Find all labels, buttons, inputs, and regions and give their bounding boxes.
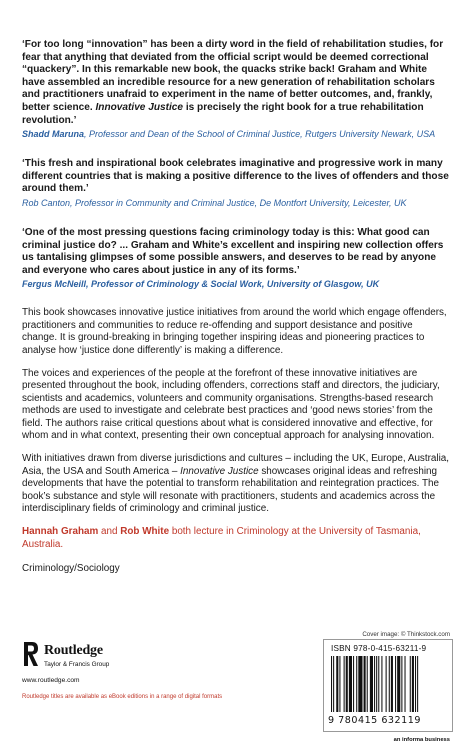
ebook-note: Routledge titles are available as eBook editions in a range of digital formats bbox=[22, 694, 223, 700]
publisher-name: Routledge bbox=[44, 643, 103, 658]
quote-text: ‘One of the most pressing questions facing criminology today is this: What good can criminal justice do? ... Graham and White’s excellent and inspiring new collection offers us tantalising glimpses of some possible answers, and deserves to be read by anyone and everyone who cares about justice in any of its forms.’ bbox=[22, 226, 444, 276]
endorsement-mcneill bbox=[22, 227, 450, 290]
quote-attribution: Fergus McNeill, Professor of Criminology & Social Work, University of Glasgow, UK bbox=[22, 279, 380, 290]
description-paragraph-1: This book showcases innovative justice initiatives from around the world which engage offenders, practitioners and communities to reduce re-offending and support desistance and positive change. It is ground-breaking in bringing together inspiring ideas and pioneering practices to analyse how ‘justice done differently’ is making a difference. bbox=[22, 307, 447, 356]
routledge-logo bbox=[22, 641, 162, 671]
quote-text: ‘For too long “innovation” has been a dirty word in the field of rehabilitation studies, for fear that anything that deviated from the official script would be deemed correctional “quackery”. In this remarkable new book, the quacks strike back! Graham and White have assembled an incredible resource for a new generation of rehabilitation scholars and practitioners unafraid to experiment in the name of better outcomes, and, frankly, better science. Innovative Justice is precisely the right book for a true rehabilitation revolution.’ bbox=[22, 39, 444, 126]
author-bio: Hannah Graham and Rob White both lecture in Criminology at the University of Tasmania, Australia. bbox=[22, 526, 421, 550]
quote-attribution: Shadd Maruna, Professor and Dean of the School of Criminal Justice, Rutgers University Newark, USA bbox=[22, 129, 436, 140]
description-paragraph-2: The voices and experiences of the people at the forefront of these innovative initiatives are presented throughout the book, including offenders, corrections staff and directors, the judiciary, scientists and academics, volunteers and community organisations. Strengths-based research methods are used to investigate and celebrate best practices and ‘good news stories’ from the field. The authors raise critical questions about what is considered innovative and effective, for whom and in what context, presenting their own conceptual approach for analysing innovation. bbox=[22, 367, 440, 441]
subject-category: Criminology/Sociology bbox=[22, 563, 120, 575]
routledge-logo-icon bbox=[22, 641, 40, 667]
barcode-digits: 9 780415 632119 bbox=[328, 715, 421, 726]
informa-tagline: an informa business bbox=[393, 737, 450, 743]
publisher-group: Taylor & Francis Group bbox=[44, 661, 110, 668]
cover-credit: Cover image: © Thinkstock.com bbox=[362, 631, 450, 638]
quote-text: ‘This fresh and inspirational book celebrates imaginative and progressive work in many different countries that is making a positive difference to the lives of offenders and those around them.’ bbox=[22, 158, 449, 195]
endorsement-canton bbox=[22, 158, 450, 209]
quote-attribution: Rob Canton, Professor in Community and Criminal Justice, De Montfort University, Leicester, UK bbox=[22, 197, 407, 208]
description-paragraph-3: With initiatives drawn from diverse jurisdictions and cultures – including the UK, Europe, Australia, Asia, the USA and South America – Innovative Justice showcases original ideas and refreshing developments that have the potential to transform rehabilitation and reintegration practices. The book’s substance and style will resonate with practitioners, students and academics across the interdisciplinary fields of criminology and criminal justice. bbox=[22, 453, 450, 514]
isbn-label: ISBN 978-0-415-63211-9 bbox=[331, 644, 427, 653]
publisher-url[interactable]: www.routledge.com bbox=[22, 677, 80, 684]
barcode-icon bbox=[331, 656, 445, 712]
endorsement-maruna bbox=[22, 39, 450, 140]
